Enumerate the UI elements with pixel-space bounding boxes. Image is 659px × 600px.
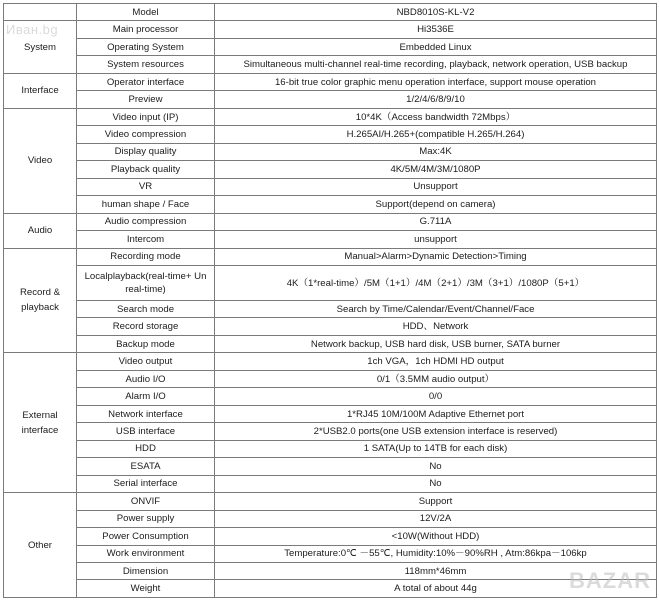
header-label: Model: [77, 4, 215, 21]
spec-value: H.265AI/H.265+(compatible H.265/H.264): [215, 126, 657, 143]
group-label: Other: [4, 493, 77, 598]
spec-label: ONVIF: [77, 493, 215, 510]
spec-row: [4, 318, 657, 335]
spec-row: [4, 73, 657, 90]
spec-label: Audio compression: [77, 213, 215, 230]
spec-label: Record storage: [77, 318, 215, 335]
spec-row: [4, 213, 657, 230]
spec-value: 1/2/4/6/8/9/10: [215, 91, 657, 108]
spec-value: 1*RJ45 10M/100M Adaptive Ethernet port: [215, 405, 657, 422]
spec-label: Search mode: [77, 300, 215, 317]
spec-row: [4, 56, 657, 73]
spec-row: [4, 510, 657, 527]
header-empty-cell: [4, 4, 77, 21]
spec-label: Display quality: [77, 143, 215, 160]
spec-value: Simultaneous multi-channel real-time recording, playback, network operation, USB backup: [215, 56, 657, 73]
group-label: Interface: [4, 73, 77, 108]
spec-label: Video output: [77, 353, 215, 370]
spec-label: Serial interface: [77, 475, 215, 492]
spec-label: human shape / Face: [77, 196, 215, 213]
spec-value: Max:4K: [215, 143, 657, 160]
spec-label: Power supply: [77, 510, 215, 527]
spec-value: A total of about 44g: [215, 580, 657, 598]
spec-row: [4, 108, 657, 125]
spec-row: [4, 370, 657, 387]
spec-value: 4K/5M/4M/3M/1080P: [215, 161, 657, 178]
spec-row: [4, 405, 657, 422]
spec-label: ESATA: [77, 458, 215, 475]
spec-row: [4, 440, 657, 457]
spec-value: Temperature:0℃ －55℃, Humidity:10%－90%RH , Atm:86kpa－106kp: [215, 545, 657, 562]
spec-label: Recording mode: [77, 248, 215, 265]
spec-table-body: [4, 4, 657, 598]
spec-value: unsupport: [215, 231, 657, 248]
spec-label: Localplayback(real-time+ Un real-time): [77, 266, 215, 301]
spec-label: System resources: [77, 56, 215, 73]
spec-label: HDD: [77, 440, 215, 457]
spec-label: Network interface: [77, 405, 215, 422]
spec-label: Playback quality: [77, 161, 215, 178]
spec-label: Video input (IP): [77, 108, 215, 125]
spec-row: [4, 178, 657, 195]
spec-row: [4, 248, 657, 265]
spec-table: [3, 3, 657, 598]
watermark-right: BAZAR: [569, 568, 651, 593]
spec-value: Support(depend on camera): [215, 196, 657, 213]
spec-value: Network backup, USB hard disk, USB burner, SATA burner: [215, 335, 657, 352]
spec-value: Embedded Linux: [215, 38, 657, 55]
spec-row: [4, 335, 657, 352]
spec-label: Main processor: [77, 21, 215, 38]
group-label: Audio: [4, 213, 77, 248]
spec-row: [4, 300, 657, 317]
watermark-left: Иван.bg: [6, 22, 59, 37]
spec-row: [4, 21, 657, 38]
spec-value: Hi3536E: [215, 21, 657, 38]
spec-row: [4, 528, 657, 545]
spec-value: 2*USB2.0 ports(one USB extension interface is reserved): [215, 423, 657, 440]
spec-value: 16-bit true color graphic menu operation interface, support mouse operation: [215, 73, 657, 90]
spec-row: [4, 126, 657, 143]
group-label: Record & playback: [4, 248, 77, 353]
spec-value: 12V/2A: [215, 510, 657, 527]
spec-label: Work environment: [77, 545, 215, 562]
spec-label: Power Consumption: [77, 528, 215, 545]
spec-value: HDD、Network: [215, 318, 657, 335]
spec-row: [4, 266, 657, 301]
spec-label: VR: [77, 178, 215, 195]
spec-value: 1ch VGA，1ch HDMI HD output: [215, 353, 657, 370]
spec-value: No: [215, 475, 657, 492]
group-label: System: [4, 21, 77, 73]
spec-label: Audio I/O: [77, 370, 215, 387]
spec-label: Alarm I/O: [77, 388, 215, 405]
spec-row: [4, 231, 657, 248]
spec-value: Manual>Alarm>Dynamic Detection>Timing: [215, 248, 657, 265]
spec-row: [4, 475, 657, 492]
group-label: Video: [4, 108, 77, 213]
spec-value: Unsupport: [215, 178, 657, 195]
spec-row: [4, 563, 657, 580]
spec-row: [4, 91, 657, 108]
spec-label: Intercom: [77, 231, 215, 248]
spec-value: Search by Time/Calendar/Event/Channel/Face: [215, 300, 657, 317]
spec-row: [4, 143, 657, 160]
spec-label: Backup mode: [77, 335, 215, 352]
spec-label: USB interface: [77, 423, 215, 440]
spec-value: No: [215, 458, 657, 475]
spec-label: Dimension: [77, 563, 215, 580]
spec-value: 0/1（3.5MM audio output）: [215, 370, 657, 387]
header-value: NBD8010S-KL-V2: [215, 4, 657, 21]
header-row: [4, 4, 657, 21]
spec-row: [4, 38, 657, 55]
spec-label: Operating System: [77, 38, 215, 55]
spec-row: [4, 161, 657, 178]
spec-value: 4K（1*real-time）/5M（1+1）/4M（2+1）/3M（3+1）/1080P（5+1）: [215, 266, 657, 301]
spec-row: [4, 580, 657, 598]
spec-value: 118mm*46mm: [215, 563, 657, 580]
group-label: External interface: [4, 353, 77, 493]
spec-row: [4, 196, 657, 213]
spec-row: [4, 388, 657, 405]
spec-label: Preview: [77, 91, 215, 108]
spec-value: 1 SATA(Up to 14TB for each disk): [215, 440, 657, 457]
spec-value: Support: [215, 493, 657, 510]
spec-row: [4, 493, 657, 510]
spec-label: Video compression: [77, 126, 215, 143]
spec-row: [4, 458, 657, 475]
spec-row: [4, 353, 657, 370]
spec-value: 10*4K（Access bandwidth 72Mbps）: [215, 108, 657, 125]
spec-row: [4, 545, 657, 562]
spec-value: 0/0: [215, 388, 657, 405]
spec-value: <10W(Without HDD): [215, 528, 657, 545]
spec-label: Operator interface: [77, 73, 215, 90]
spec-label: Weight: [77, 580, 215, 598]
spec-row: [4, 423, 657, 440]
spec-value: G.711A: [215, 213, 657, 230]
